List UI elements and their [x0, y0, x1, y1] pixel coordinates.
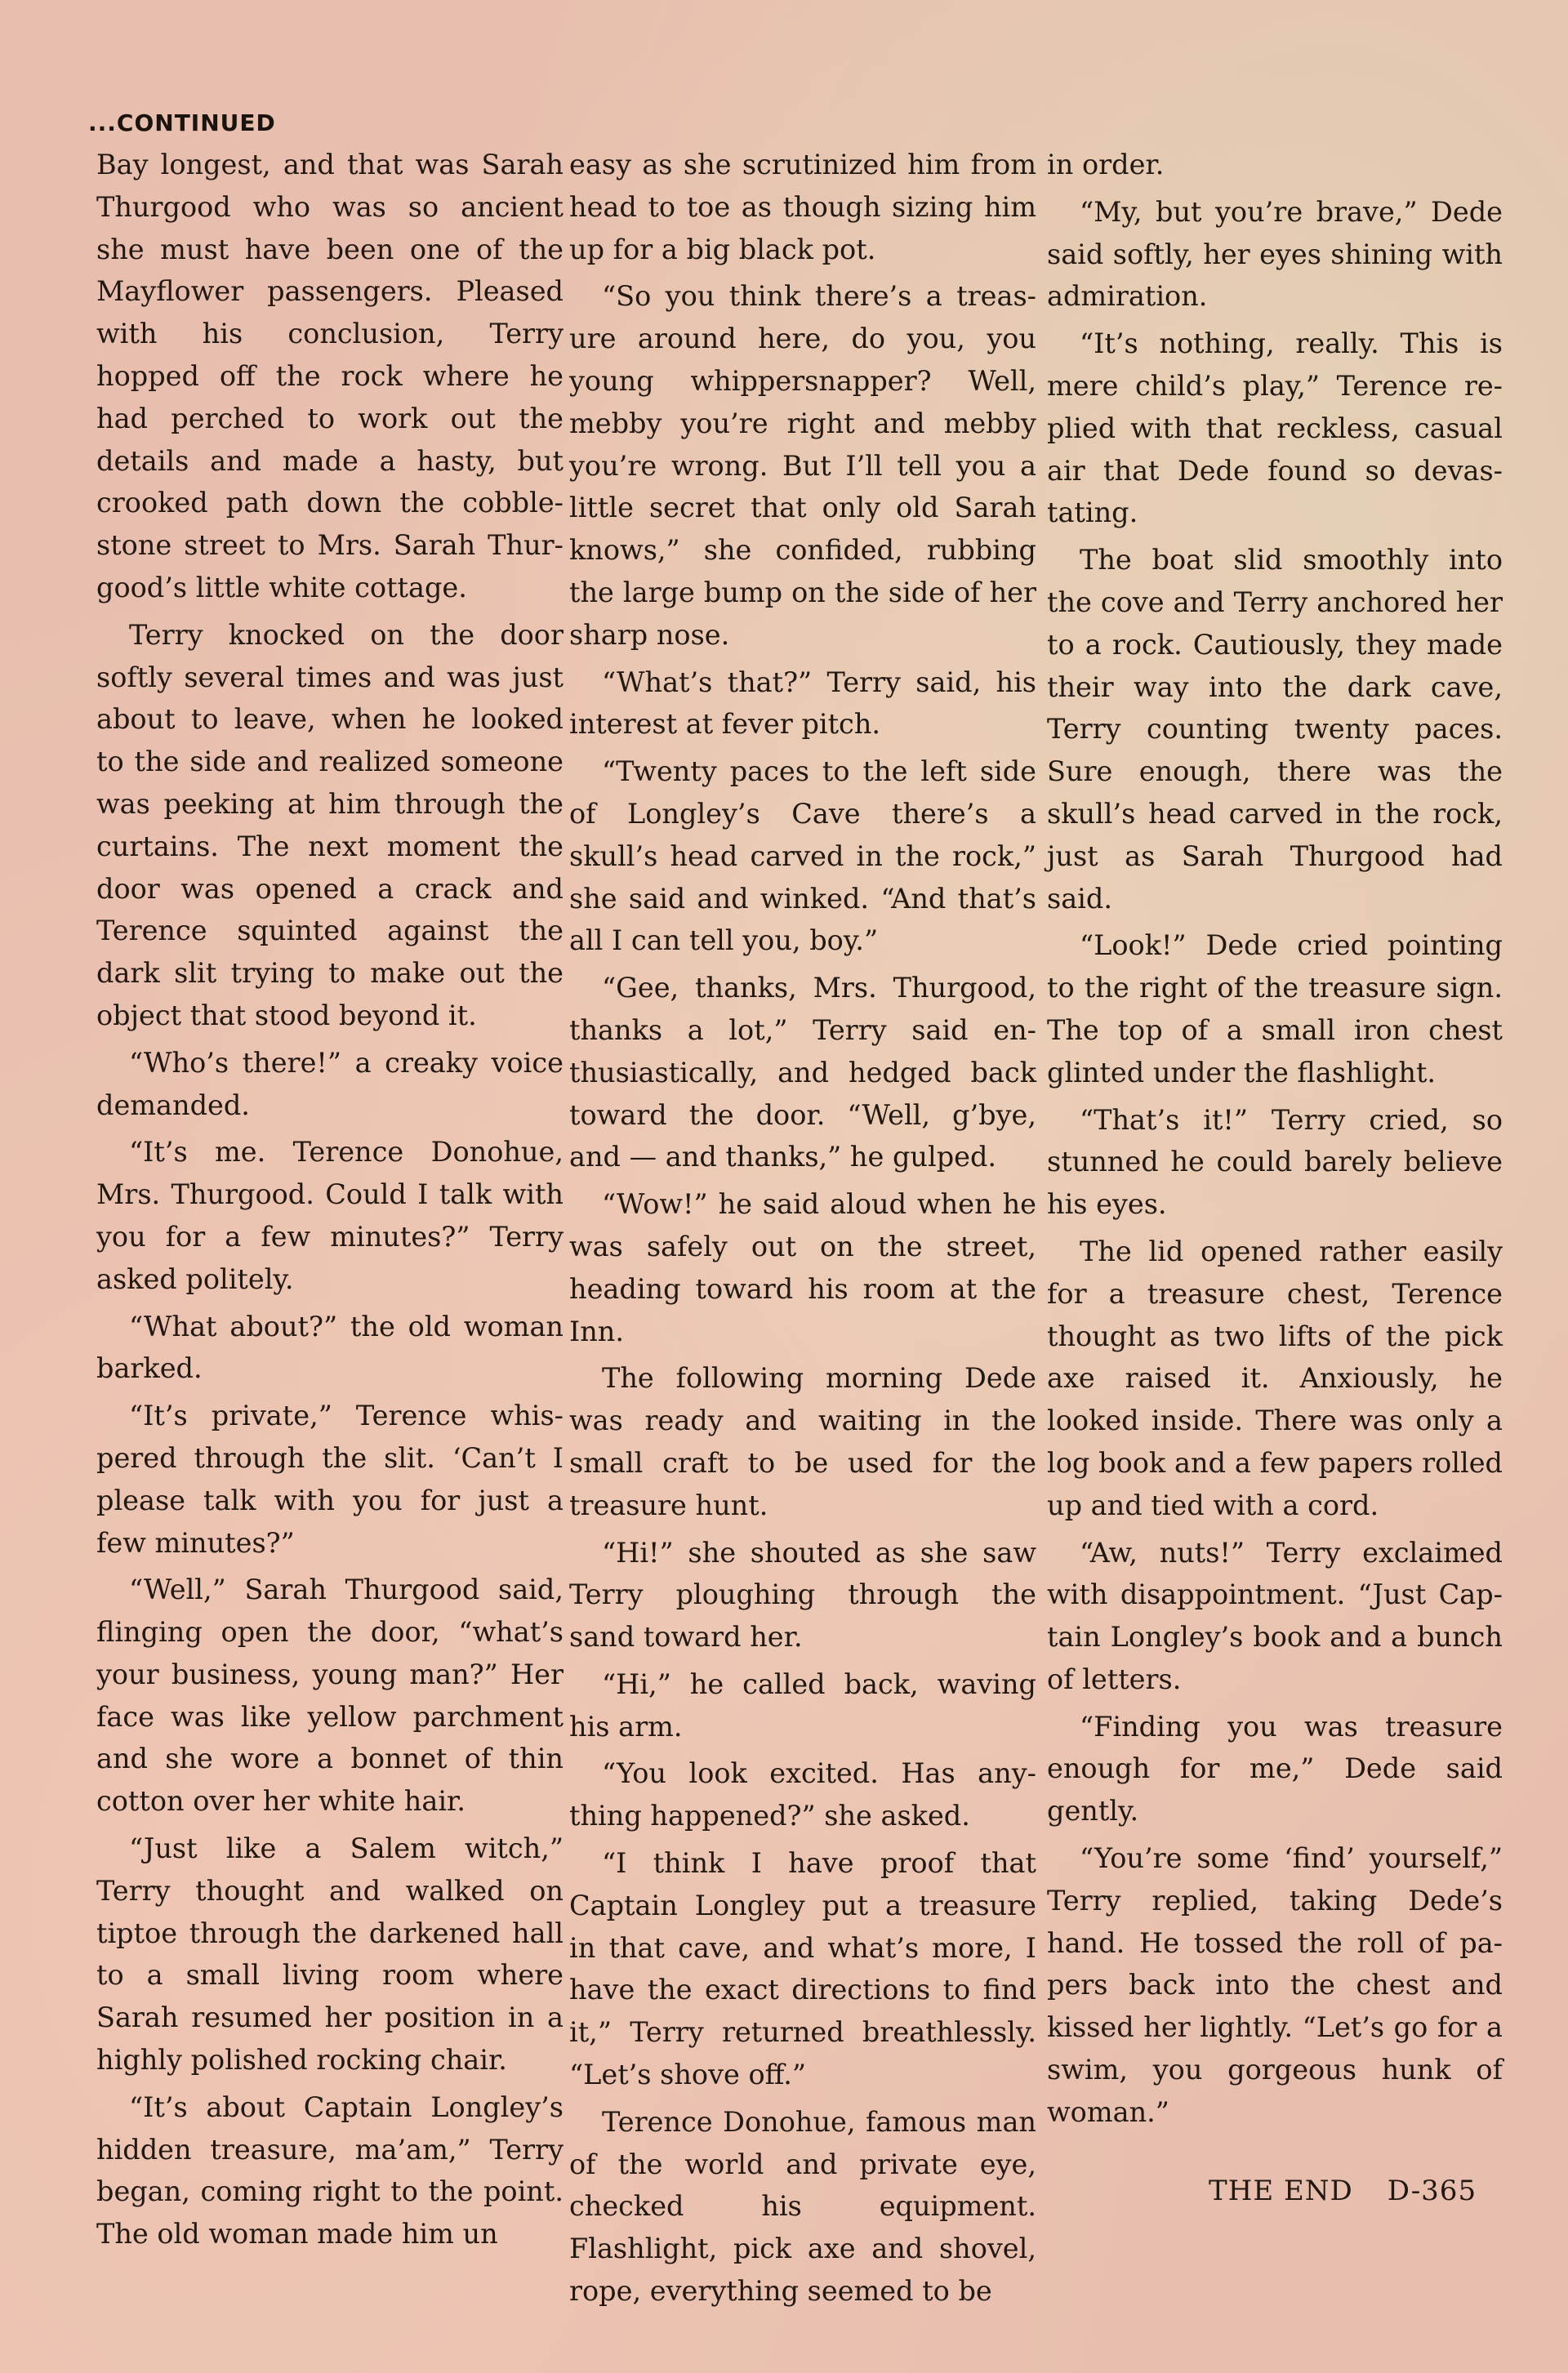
paragraph: in order. — [1047, 149, 1165, 180]
story-footer — [1209, 2175, 1477, 2207]
paragraph: “Hi,” he called back, waving his arm. — [569, 1667, 1036, 1743]
paragraph: “It’s about Captain Longley’s hidden treasure, ma’am,” Terry began, coming right to the point. The old woman made him un — [96, 2090, 564, 2251]
paragraph: Terry knocked on the door softly several times and was just about to leave, when he looked to the side and realized someone was peeking at him through the curtains. The next moment the door was opened a crack and Terence squinted against the dark slit trying to make out the object that stood beyond it. — [96, 618, 564, 1031]
paragraph: “What about?” the old woman barked. — [96, 1310, 564, 1385]
paragraph: “It’s me. Terence Donohue, Mrs. Thurgood. Could I talk with you for a few minutes?” Terry asked politely. — [96, 1136, 564, 1295]
paragraph: “Finding you was treasure enough for me,” Dede said gently. — [1047, 1710, 1503, 1828]
text-column-1 — [96, 144, 564, 2267]
paragraph: “Twenty paces to the left side of Longley’s Cave there’s a skull’s head carved in the rock,” she said and winked. “And that’s all I can tell you, boy.” — [569, 755, 1036, 957]
paragraph: “It’s nothing, really. This is mere child’s play,” Terence replied with that reckless, casual air that Dede found so devastating. — [1047, 327, 1503, 529]
paragraph: “So you think there’s a treasure around here, do you, you young whippersnapper? Well, mebby you’re right and mebby you’re wrong. But I’ll tell you a little secret that only old Sarah knows,” she confided, rubbing the large bump on the side of her sharp nose. — [569, 280, 1036, 651]
paragraph: “Well,” Sarah Thurgood said, flinging open the door, “what’s your business, young man?” Her face was like yellow parchment and she wore a bonnet of thin cotton over her white hair. — [96, 1574, 564, 1818]
paragraph: The boat slid smoothly into the cove and Terry anchored her to a rock. Cautiously, they made their way into the dark cave, Terry counting twenty paces. Sure enough, there was the skull’s head carved in the rock, just as Sarah Thurgood had said. — [1047, 544, 1503, 915]
paragraph: The following morning Dede was ready and waiting in the small craft to be used for the treasure hunt. — [569, 1362, 1036, 1521]
story-code: D-365 — [1387, 2175, 1477, 2207]
paragraph: Bay longest, and that was Sarah Thurgood who was so ancient she must have been one of the Mayflower passengers. Pleased with his conclusion, Terry hopped off the rock where he had perched to work out the details and made a hasty, but crooked path down the cobblestone street to Mrs. Sarah Thurgood’s little white cottage. — [96, 149, 564, 603]
paragraph: “Gee, thanks, Mrs. Thurgood, thanks a lot,” Terry said enthusiastically, and hedged back toward the door. “Well, g’bye, and — and thanks,” he gulped. — [569, 972, 1036, 1173]
paragraph: “I think I have proof that Captain Longley put a treasure in that cave, and what’s more, I have the exact directions to find it,” Terry returned breathlessly. “Let’s shove off.” — [569, 1847, 1036, 2091]
paragraph: Terence Donohue, famous man of the world and private eye, checked his equipment. Flashlight, pick axe and shovel, rope, everything seemed to be — [569, 2105, 1036, 2308]
paragraph: “It’s private,” Terence whispered through the slit. ‘Can’t I please talk with you for just a few minutes?” — [96, 1400, 564, 1559]
text-column-2 — [569, 144, 1036, 2308]
paragraph: “Wow!” he said aloud when he was safely out on the street, heading toward his room at the Inn. — [569, 1188, 1036, 1347]
paragraph: “That’s it!” Terry cried, so stunned he could barely believe his eyes. — [1047, 1103, 1503, 1221]
paragraph: “Hi!” she shouted as she saw Terry ploughing through the sand toward her. — [569, 1536, 1036, 1654]
text-column-3 — [1047, 144, 1503, 2267]
paragraph: “Look!” Dede cried pointing to the right of the treasure sign. The top of a small iron chest glinted under the flashlight. — [1047, 929, 1503, 1089]
the-end-label: THE END — [1209, 2175, 1353, 2207]
paragraph: “Aw, nuts!” Terry exclaimed with disappointment. “Just Captain Longley’s book and a bunch of letters. — [1047, 1536, 1503, 1695]
continued-label: ...CONTINUED — [88, 109, 276, 136]
paragraph: “You’re some ‘find’ yourself,” Terry replied, taking Dede’s hand. He tossed the roll of papers back into the chest and kissed her lightly. “Let’s go for a swim, you gorgeous hunk of woman.” — [1047, 1842, 1503, 2128]
paragraph: “You look excited. Has anything happened?” she asked. — [569, 1757, 1036, 1832]
paragraph: “What’s that?” Terry said, his interest at fever pitch. — [569, 666, 1036, 741]
paragraph: “Who’s there!” a creaky voice demanded. — [96, 1046, 564, 1121]
paragraph: easy as she scrutinized him from head to toe as though sizing him up for a big black pot. — [569, 149, 1036, 265]
paragraph: “Just like a Salem witch,” Terry thought and walked on tiptoe through the darkened hall to a small living room where Sarah resumed her position in a highly polished rocking chair. — [96, 1832, 564, 2077]
paragraph: The lid opened rather easily for a treasure chest, Terence thought as two lifts of the pick axe raised it. Anxiously, he looked inside. There was only a log book and a few papers rolled up and tied with a cord. — [1047, 1235, 1503, 1521]
paragraph: “My, but you’re brave,” Dede said softly, her eyes shining with admiration. — [1047, 195, 1503, 313]
